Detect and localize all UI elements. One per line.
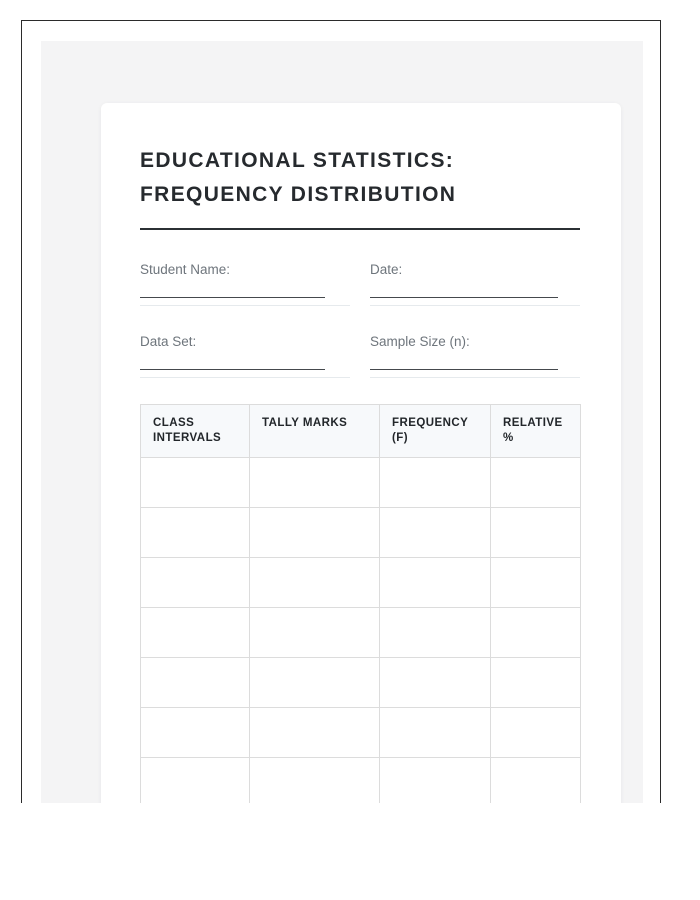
table-row	[141, 558, 581, 608]
column-header-line-2: %	[503, 431, 514, 444]
student-name-field-rule	[140, 305, 350, 306]
table-cell-frequency[interactable]	[380, 708, 491, 758]
page-title	[140, 103, 580, 230]
table-cell-frequency[interactable]	[380, 558, 491, 608]
sample-size-input[interactable]	[370, 369, 558, 370]
sample-size-field-rule	[370, 377, 580, 378]
column-header-line-1: FREQUENCY	[392, 417, 469, 429]
column-header-frequency	[380, 405, 491, 458]
title-divider	[140, 228, 580, 230]
student-name-input[interactable]	[140, 297, 325, 298]
table-cell-tally-marks[interactable]	[250, 758, 380, 804]
column-header-relative-percent	[491, 405, 581, 458]
form-row-2	[140, 333, 580, 378]
document-frame	[21, 20, 661, 803]
table-cell-tally-marks[interactable]	[250, 458, 380, 508]
table-cell-class-intervals[interactable]	[141, 558, 250, 608]
field-label-data-set: Data Set:	[140, 334, 197, 349]
table-header	[141, 405, 581, 458]
page-title-line-2: FREQUENCY DISTRIBUTION	[140, 183, 457, 206]
form-row-1	[140, 261, 580, 306]
table-cell-class-intervals[interactable]	[141, 458, 250, 508]
table-cell-frequency[interactable]	[380, 658, 491, 708]
table-cell-class-intervals[interactable]	[141, 708, 250, 758]
form-fields	[140, 261, 580, 378]
table-header-row	[141, 405, 581, 458]
worksheet-content	[140, 103, 580, 803]
table-cell-relative-percent[interactable]	[491, 708, 581, 758]
table-cell-relative-percent[interactable]	[491, 458, 581, 508]
table-cell-relative-percent[interactable]	[491, 608, 581, 658]
column-header-line-1: CLASS	[153, 417, 195, 429]
table-cell-relative-percent[interactable]	[491, 508, 581, 558]
table-cell-class-intervals[interactable]	[141, 608, 250, 658]
column-header-class-intervals	[141, 405, 250, 458]
page-title-line-1: EDUCATIONAL STATISTICS:	[140, 149, 455, 172]
table-row	[141, 458, 581, 508]
field-date	[370, 261, 580, 306]
table-cell-tally-marks[interactable]	[250, 658, 380, 708]
table-cell-tally-marks[interactable]	[250, 558, 380, 608]
data-set-input[interactable]	[140, 369, 325, 370]
frequency-distribution-table	[140, 404, 581, 803]
field-label-date: Date:	[370, 262, 403, 277]
table-row	[141, 758, 581, 804]
column-header-line-1: TALLY MARKS	[262, 417, 348, 429]
date-input[interactable]	[370, 297, 558, 298]
table-cell-class-intervals[interactable]	[141, 758, 250, 804]
table-cell-frequency[interactable]	[380, 458, 491, 508]
table-cell-tally-marks[interactable]	[250, 608, 380, 658]
table-cell-tally-marks[interactable]	[250, 708, 380, 758]
table-body	[141, 458, 581, 804]
column-header-line-1: RELATIVE	[503, 417, 563, 429]
column-header-tally-marks	[250, 405, 380, 458]
table-cell-frequency[interactable]	[380, 508, 491, 558]
column-header-line-2: (F)	[392, 431, 409, 444]
date-field-rule	[370, 305, 580, 306]
column-header-line-2: INTERVALS	[153, 431, 222, 444]
table-row	[141, 508, 581, 558]
field-label-student-name: Student Name:	[140, 262, 231, 277]
table-row	[141, 658, 581, 708]
table-cell-relative-percent[interactable]	[491, 758, 581, 804]
table-cell-relative-percent[interactable]	[491, 558, 581, 608]
field-sample-size	[370, 333, 580, 378]
table-row	[141, 608, 581, 658]
field-student-name	[140, 261, 350, 306]
table-cell-class-intervals[interactable]	[141, 658, 250, 708]
table-cell-tally-marks[interactable]	[250, 508, 380, 558]
data-set-field-rule	[140, 377, 350, 378]
field-label-sample-size: Sample Size (n):	[370, 334, 470, 349]
table-cell-frequency[interactable]	[380, 758, 491, 804]
table-cell-relative-percent[interactable]	[491, 658, 581, 708]
table-row	[141, 708, 581, 758]
table-cell-class-intervals[interactable]	[141, 508, 250, 558]
page-backdrop	[41, 41, 643, 803]
field-data-set	[140, 333, 350, 378]
table-cell-frequency[interactable]	[380, 608, 491, 658]
worksheet-card	[101, 103, 621, 803]
